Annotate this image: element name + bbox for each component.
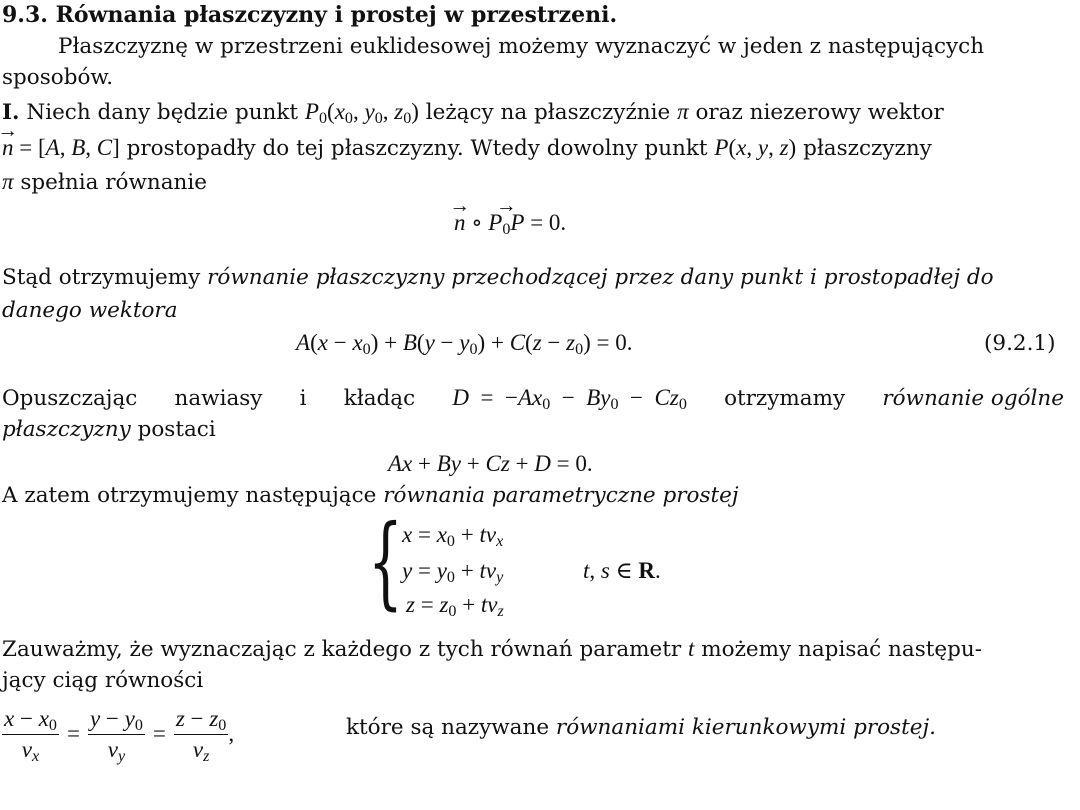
intro-line-1: Płaszczyznę w przestrzeni euklidesowej możemy wyznaczyć w jeden z następujących: [58, 34, 985, 59]
para-6-line: [346, 714, 936, 742]
item-1-line-1: [2, 97, 944, 127]
item-1-line-2: [2, 133, 932, 163]
vector-equation: → n ∘ → $P_0P = 0$.: [454, 208, 566, 238]
pi-symbol: π: [2, 169, 14, 194]
item-1-text-d: prostopadły do tej płaszczyzny. Wtedy dowolny punkt: [126, 136, 708, 161]
para-2-line-2: danego wektora: [2, 298, 178, 323]
para-5-line-2: jący ciąg równości: [2, 668, 204, 693]
para-3-w5: otrzymamy: [724, 386, 846, 411]
para-3-term-2: płaszczyzny: [2, 417, 131, 442]
para-3-w3: i: [299, 386, 307, 411]
symmetric-equations: $\frac{x - x_0}{v_x}$ = $\frac{y - y_0}{v_y}$ = $\frac{z - z_0}{v_z}$ ,: [4, 706, 235, 765]
plane-point-normal-equation: $A(x - x_0) + B(y - y_0) + C(z - z_0) = 0$.: [296, 330, 633, 359]
point-p: P(x, y, z): [714, 135, 797, 160]
para-3-line-2: [2, 416, 216, 444]
section-title: 9.3. Równania płaszczyzny i prostej w przestrzeni.: [2, 2, 618, 28]
param-t: t: [688, 636, 695, 661]
param-domain: t, s ∈ R.: [583, 558, 661, 583]
item-1-text-c: oraz niezerowy wektor: [695, 100, 944, 125]
item-1-line-3: [2, 167, 207, 197]
intro-line-2: sposobów.: [2, 65, 114, 90]
fraction-z: $\frac{z - z_0}{v_z}$: [175, 706, 227, 765]
para-3-w2: nawiasy: [174, 386, 263, 411]
para-3-line-1: [2, 383, 1064, 413]
para-4-prefix: A zatem otrzymujemy następujące: [2, 483, 377, 508]
left-brace: {: [368, 503, 403, 620]
para-5-text-b: możemy napisać następu-: [701, 637, 982, 662]
plane-general-equation: Ax + By + Cz + D = 0.: [388, 451, 593, 476]
para-3-w4: kładąc: [343, 386, 416, 411]
para-6-term: równaniami kierunkowymi prostej.: [555, 715, 936, 740]
equation-number: (9.2.1): [984, 331, 1056, 356]
para-2-line-1: [2, 264, 994, 292]
normal-vector: → n = [A, B, C]: [2, 135, 120, 160]
para-2-prefix: Stąd otrzymujemy: [2, 265, 201, 290]
item-1-text-b: leżący na płaszczyźnie: [425, 100, 671, 125]
para-4-term: równania parametryczne prostej: [383, 483, 739, 508]
item-1-text-e: płaszczyzny: [803, 136, 932, 161]
fraction-x: $\frac{x - x_0}{v_x}$: [4, 706, 57, 765]
para-3-suffix: postaci: [137, 417, 216, 442]
item-1-text-a: Niech dany będzie punkt: [26, 100, 299, 125]
para-5-line-1: [2, 634, 982, 664]
item-marker: I.: [2, 100, 20, 125]
param-eq-z: $z = z_0 + tv_z$: [406, 592, 504, 621]
point-p0: $P_0(x_0$, $y_0$, $z_0$): [304, 99, 419, 128]
pi-symbol: π: [677, 99, 689, 124]
param-eq-y: $y = y_0 + tv_y$: [402, 558, 504, 587]
para-5-text-a: Zauważmy, że wyznaczając z każdego z tych równań parametr: [2, 637, 682, 662]
para-2-term: równanie płaszczyzny przechodzącej przez dany punkt i prostopadłej do: [207, 265, 994, 290]
para-6-text: które są nazywane: [346, 715, 550, 740]
fraction-y: $\frac{y - y_0}{v_y}$: [89, 706, 143, 765]
para-3-w1: Opuszczając: [2, 386, 138, 411]
d-definition: $D = -Ax_0 - By_0 - Cz_0$: [452, 385, 687, 414]
param-eq-x: $x = x_0 + tv_x$: [402, 522, 504, 551]
item-1-text-f: spełnia równanie: [20, 170, 207, 195]
para-3-term-1: równanie ogólne: [882, 386, 1064, 411]
